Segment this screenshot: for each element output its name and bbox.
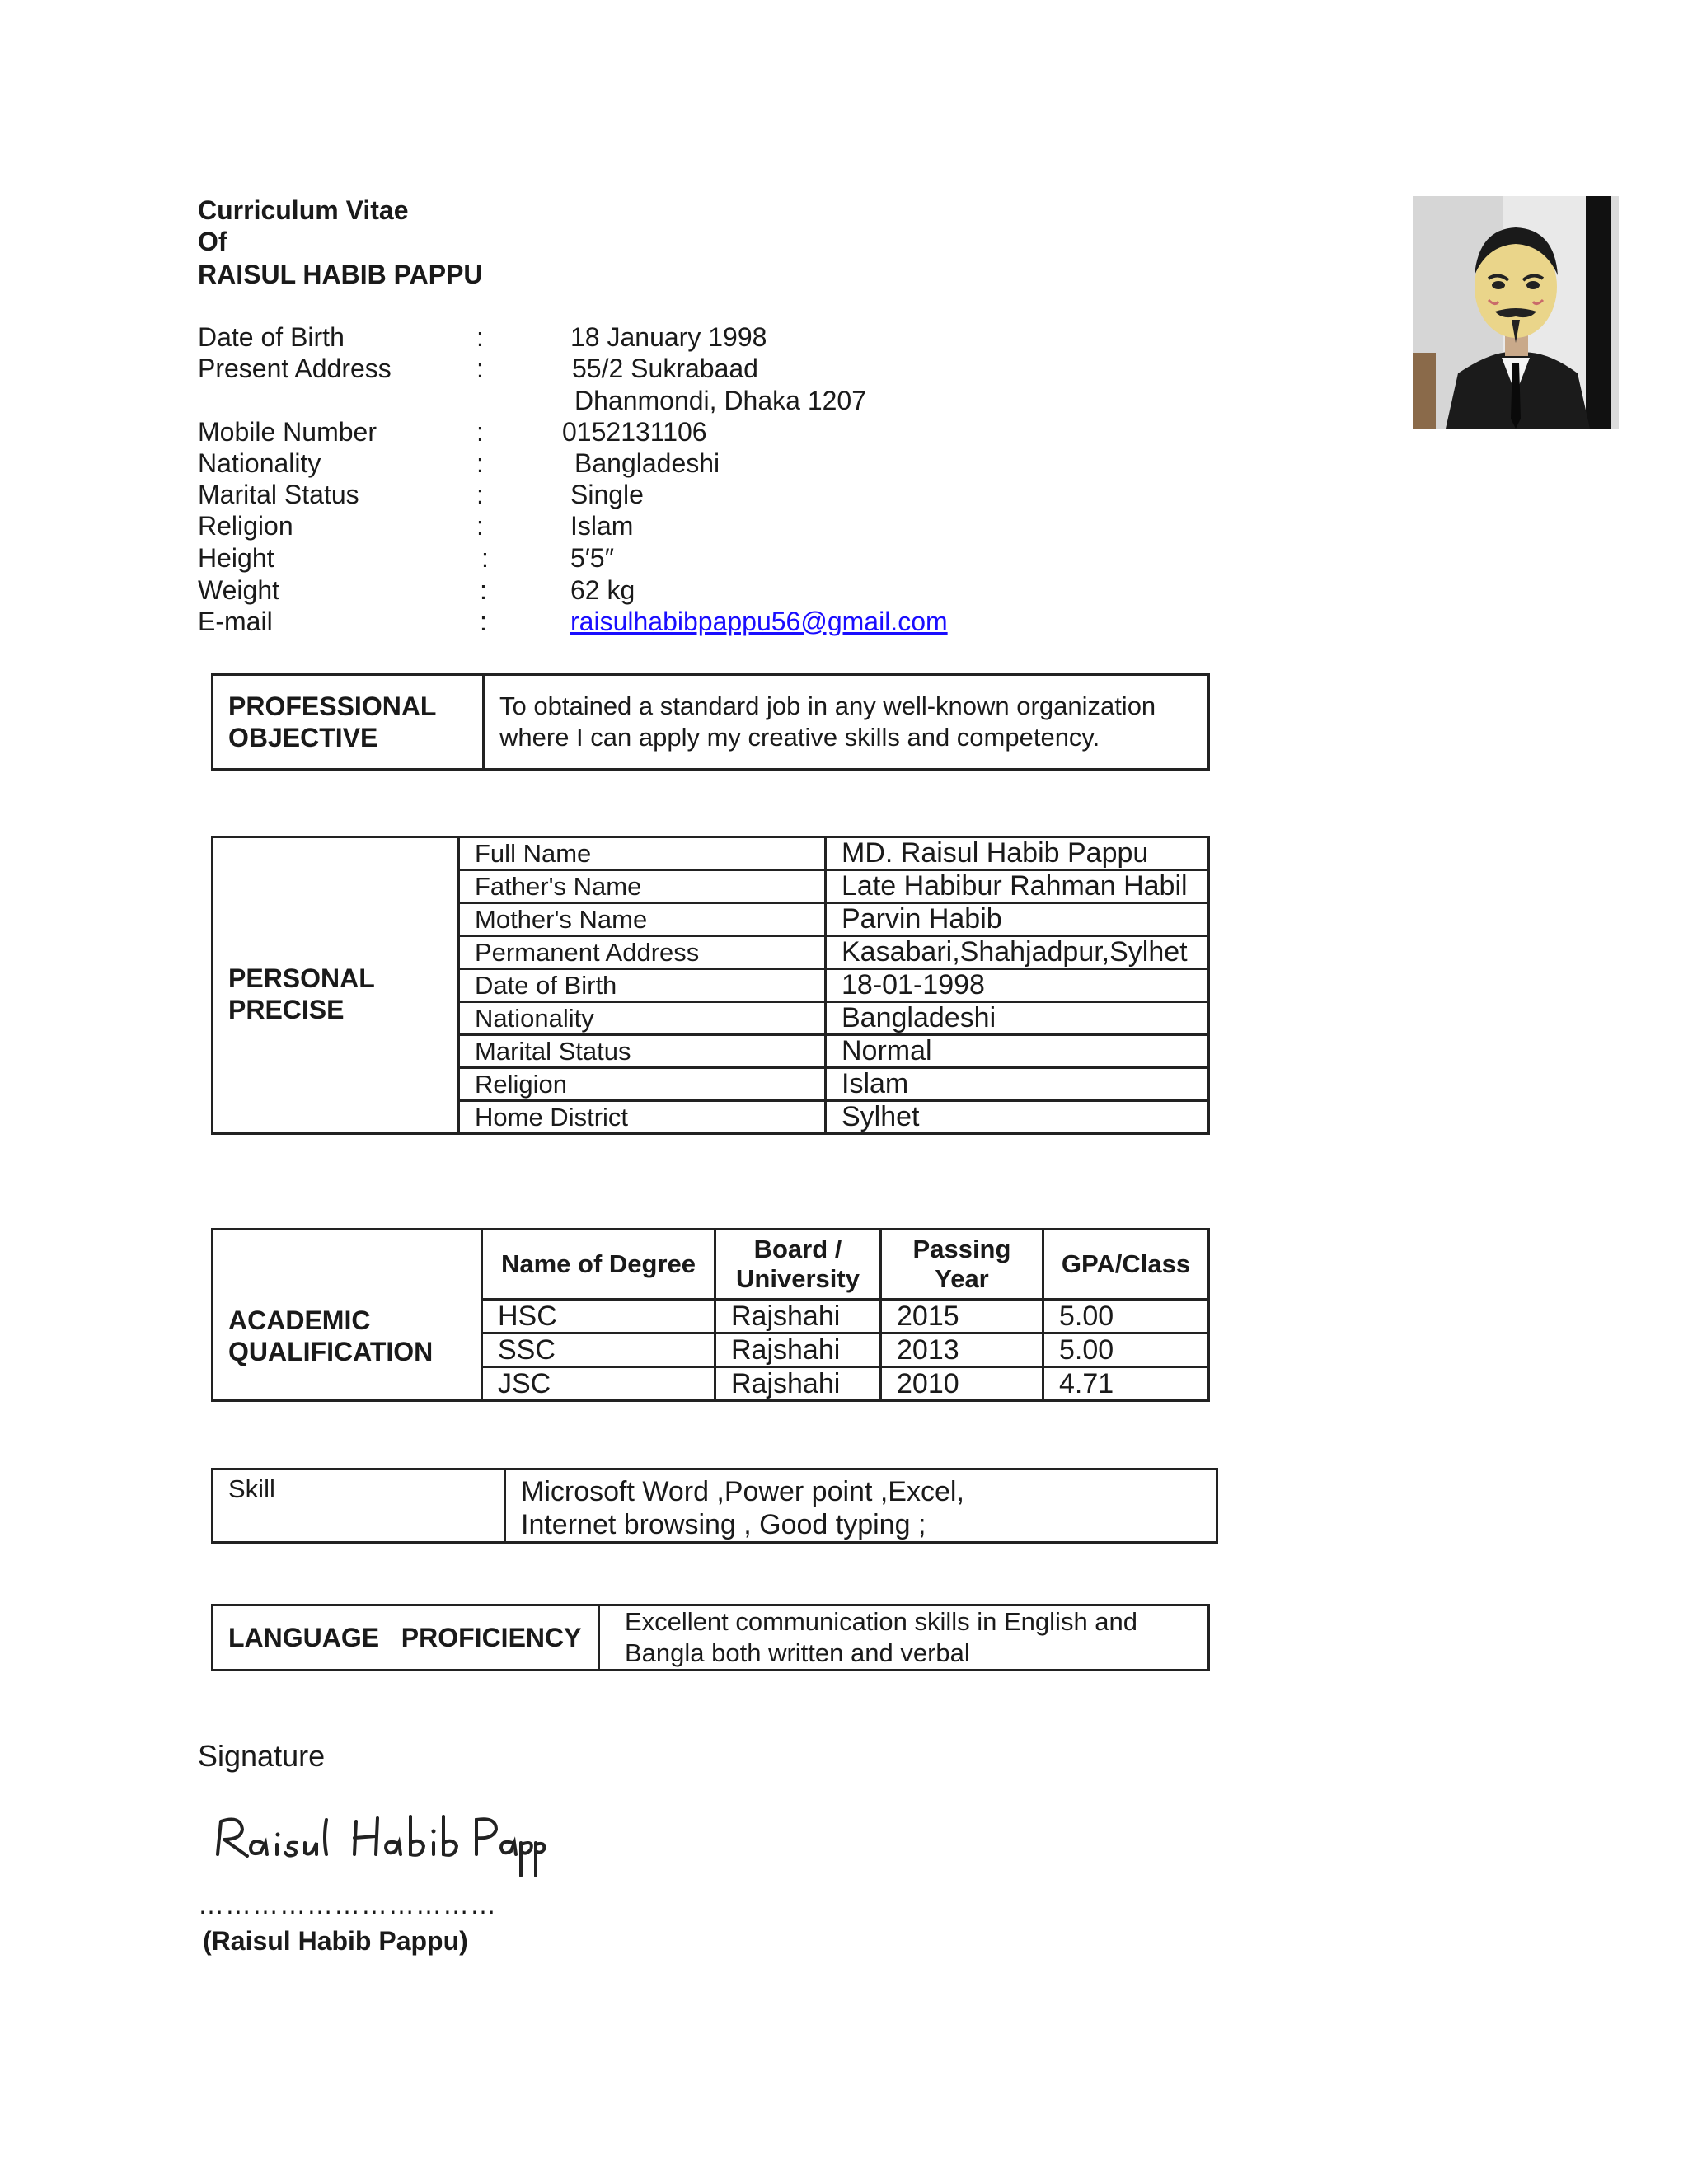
skill-value-line2: Internet browsing , Good typing ; <box>521 1509 926 1540</box>
board-cell: Rajshahi <box>715 1333 881 1367</box>
mobile-colon: : <box>476 417 484 447</box>
weight-colon: : <box>480 575 487 605</box>
language-text-line2: Bangla both written and verbal <box>625 1638 970 1667</box>
cv-name: RAISUL HABIB PAPPU <box>198 260 483 289</box>
gpa-cell: 5.00 <box>1043 1333 1209 1367</box>
skill-value <box>505 1469 1217 1543</box>
handwritten-signature <box>208 1797 546 1879</box>
language-proficiency-table <box>211 1604 1210 1671</box>
skill-label: Skill <box>213 1469 505 1543</box>
height-value: 5′5″ <box>570 543 614 573</box>
cv-title-of: Of <box>198 227 227 256</box>
language-text <box>599 1605 1209 1671</box>
language-heading: LANGUAGE PROFICIENCY <box>213 1605 599 1671</box>
personal-row-label: Date of Birth <box>459 969 826 1002</box>
personal-heading-line2: PRECISE <box>228 994 345 1024</box>
personal-row-value: Parvin Habib <box>826 903 1209 936</box>
personal-row-value: Bangladeshi <box>826 1002 1209 1035</box>
dob-value: 18 January 1998 <box>570 322 767 352</box>
objective-text: To obtained a standard job in any well-known organization where I can apply my creative skills and competency. <box>484 675 1209 770</box>
personal-row-label: Religion <box>459 1068 826 1101</box>
personal-row-value: Kasabari,Shahjadpur,Sylhet <box>826 936 1209 969</box>
personal-row-value: Late Habibur Rahman Habil <box>826 870 1209 903</box>
marital-status-value: Single <box>570 480 644 509</box>
gpa-cell: 5.00 <box>1043 1300 1209 1333</box>
email-link[interactable]: raisulhabibpappu56@gmail.com <box>570 607 948 636</box>
col-year-header <box>881 1230 1043 1300</box>
personal-row-value: Normal <box>826 1035 1209 1068</box>
board-cell: Rajshahi <box>715 1367 881 1401</box>
objective-heading <box>213 675 484 770</box>
personal-row-label: Nationality <box>459 1002 826 1035</box>
col-board-header-line2: University <box>736 1264 860 1293</box>
col-year-header-line2: Year <box>935 1264 989 1293</box>
academic-heading-line2: QUALIFICATION <box>228 1336 434 1366</box>
profile-photo-illustration <box>1413 196 1619 429</box>
personal-row-label: Permanent Address <box>459 936 826 969</box>
nationality-label: Nationality <box>198 448 321 478</box>
signature-drawing <box>208 1797 546 1879</box>
academic-qualification-table <box>211 1228 1210 1402</box>
religion-value: Islam <box>570 511 634 541</box>
signature-line: …………………………… <box>198 1890 497 1919</box>
language-text-line1: Excellent communication skills in English and <box>625 1607 1138 1636</box>
col-board-header <box>715 1230 881 1300</box>
year-cell: 2010 <box>881 1367 1043 1401</box>
dob-colon: : <box>476 322 484 352</box>
mobile-value: 0152131106 <box>562 417 707 447</box>
profile-photo <box>1413 196 1619 429</box>
nationality-colon: : <box>476 448 484 478</box>
signature-title: Signature <box>198 1739 326 1773</box>
present-address-label: Present Address <box>198 354 392 383</box>
col-degree-header: Name of Degree <box>482 1230 715 1300</box>
height-colon: : <box>481 543 489 573</box>
degree-cell: HSC <box>482 1300 715 1333</box>
personal-row-label: Marital Status <box>459 1035 826 1068</box>
present-address-colon: : <box>476 354 484 383</box>
marital-status-label: Marital Status <box>198 480 359 509</box>
objective-heading-line1: PROFESSIONAL <box>228 691 437 721</box>
degree-cell: JSC <box>482 1367 715 1401</box>
height-label: Height <box>198 543 274 573</box>
objective-heading-line2: OBJECTIVE <box>228 723 378 752</box>
personal-row-label: Mother's Name <box>459 903 826 936</box>
personal-heading-line1: PERSONAL <box>228 963 375 993</box>
religion-label: Religion <box>198 511 293 541</box>
year-cell: 2015 <box>881 1300 1043 1333</box>
cv-title: Curriculum Vitae <box>198 195 409 225</box>
personal-row-value: 18-01-1998 <box>826 969 1209 1002</box>
present-address-line2: Dhanmondi, Dhaka 1207 <box>574 386 867 415</box>
year-cell: 2013 <box>881 1333 1043 1367</box>
email-label: E-mail <box>198 607 273 636</box>
personal-row-value: Sylhet <box>826 1101 1209 1134</box>
professional-objective-table <box>211 673 1210 771</box>
personal-heading <box>213 837 459 1134</box>
mobile-label: Mobile Number <box>198 417 377 447</box>
board-cell: Rajshahi <box>715 1300 881 1333</box>
religion-colon: : <box>476 511 484 541</box>
personal-row-label: Full Name <box>459 837 826 870</box>
nationality-value: Bangladeshi <box>574 448 720 478</box>
gpa-cell: 4.71 <box>1043 1367 1209 1401</box>
email-colon: : <box>480 607 487 636</box>
col-board-header-line1: Board / <box>753 1235 842 1263</box>
personal-precise-table <box>211 836 1210 1135</box>
marital-status-colon: : <box>476 480 484 509</box>
personal-row-value: MD. Raisul Habib Pappu <box>826 837 1209 870</box>
academic-heading <box>213 1230 482 1401</box>
weight-value: 62 kg <box>570 575 635 605</box>
signature-name: (Raisul Habib Pappu) <box>203 1926 468 1956</box>
academic-heading-line1: ACADEMIC <box>228 1305 371 1335</box>
col-year-header-line1: Passing <box>912 1235 1011 1263</box>
weight-label: Weight <box>198 575 280 605</box>
personal-row-label: Home District <box>459 1101 826 1134</box>
personal-row-value: Islam <box>826 1068 1209 1101</box>
present-address-value: 55/2 Sukrabaad <box>572 354 758 383</box>
skill-value-line1: Microsoft Word ,Power point ,Excel, <box>521 1476 964 1507</box>
dob-label: Date of Birth <box>198 322 345 352</box>
degree-cell: SSC <box>482 1333 715 1367</box>
col-gpa-header: GPA/Class <box>1043 1230 1209 1300</box>
personal-row-label: Father's Name <box>459 870 826 903</box>
skill-table <box>211 1468 1218 1544</box>
